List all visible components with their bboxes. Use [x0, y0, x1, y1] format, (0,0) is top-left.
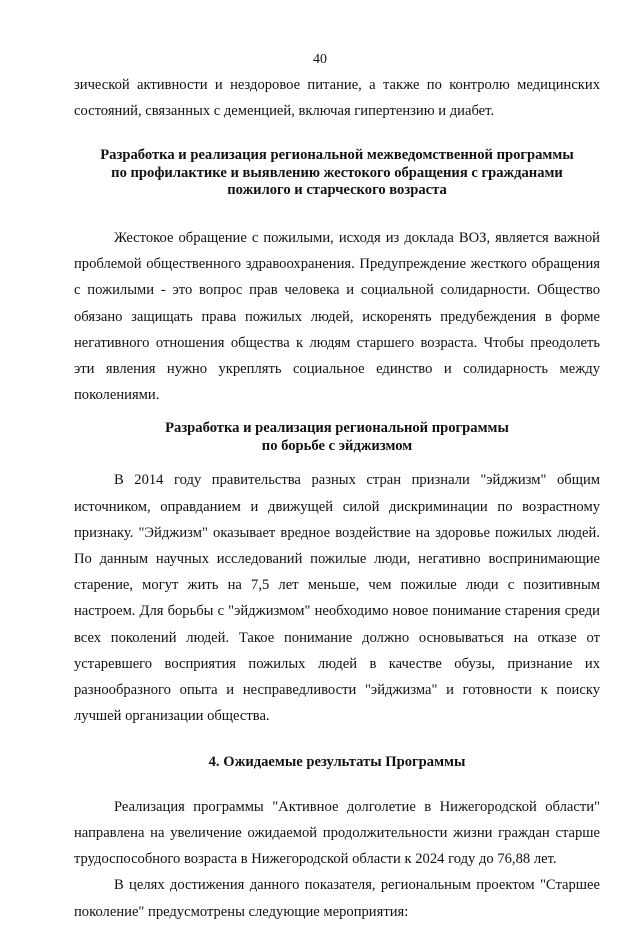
results-paragraph-1: Реализация программы "Активное долголетие в Нижегородской области" направлена на увеличение ожидаемой продолжительности жизни граждан старше трудоспособного возраста в Нижегородской области к 2024 году до 76,88 лет. — [74, 798, 600, 868]
continuation-paragraph: зической активности и нездоровое питание, а также по контролю медицинских состояний, связанных с деменцией, включая гипертензию и диабет. — [74, 77, 600, 120]
heading-line: по профилактике и выявлению жестокого обращения с гражданами — [111, 164, 563, 181]
heading-line: Разработка и реализация региональной межведомственной программы — [100, 147, 574, 164]
section-heading-ageism — [74, 420, 600, 455]
section-heading-expected-results: 4. Ожидаемые результаты Программы — [208, 754, 466, 771]
ageism-paragraph: В 2014 году правительства разных стран признали "эйджизм" общим источником, оправданием и движущей силой дискриминации по возрастному признаку. "Эйджизм" оказывает вредное воздействие на здоровье пожилых людей. По данным научных исследований пожилые люди, негативно воспринимающие старение, могут жить на 7,5 лет меньше, чем пожилые люди с позитивным настроем. Для борьбы с "эйджизмом" необходимо новое понимание старения среди всех поколений людей. Такое понимание должно основываться на отказе от устаревшего восприятия пожилых людей в качестве обузы, признание их разнообразного опыта и несправедливости "эйджизма" и готовности к поиску лучшей организации общества. — [74, 472, 600, 725]
results-paragraph-2: В целях достижения данного показателя, региональным проектом "Старшее поколение" предусмотрены следующие мероприятия: — [74, 877, 600, 920]
section-heading-elder-abuse — [74, 147, 600, 200]
heading-line: Разработка и реализация региональной программы — [165, 420, 509, 437]
page-number: 40 — [313, 52, 327, 67]
elder-abuse-paragraph: Жестокое обращение с пожилыми, исходя из доклада ВОЗ, является важной проблемой общественного здравоохранения. Предупреждение жесткого обращения с пожилыми - это вопрос прав человека и социальной солидарности. Общество обязано защищать права пожилых людей, искоренять предубеждения в форме негативного отношения общества к людям старшего возраста. Чтобы преодолеть эти явления нужно укреплять социальное единство и солидарность между поколениями. — [74, 229, 600, 404]
heading-line: пожилого и старческого возраста — [227, 182, 447, 199]
page-content — [74, 72, 600, 925]
heading-line: по борьбе с эйджизмом — [261, 437, 413, 454]
